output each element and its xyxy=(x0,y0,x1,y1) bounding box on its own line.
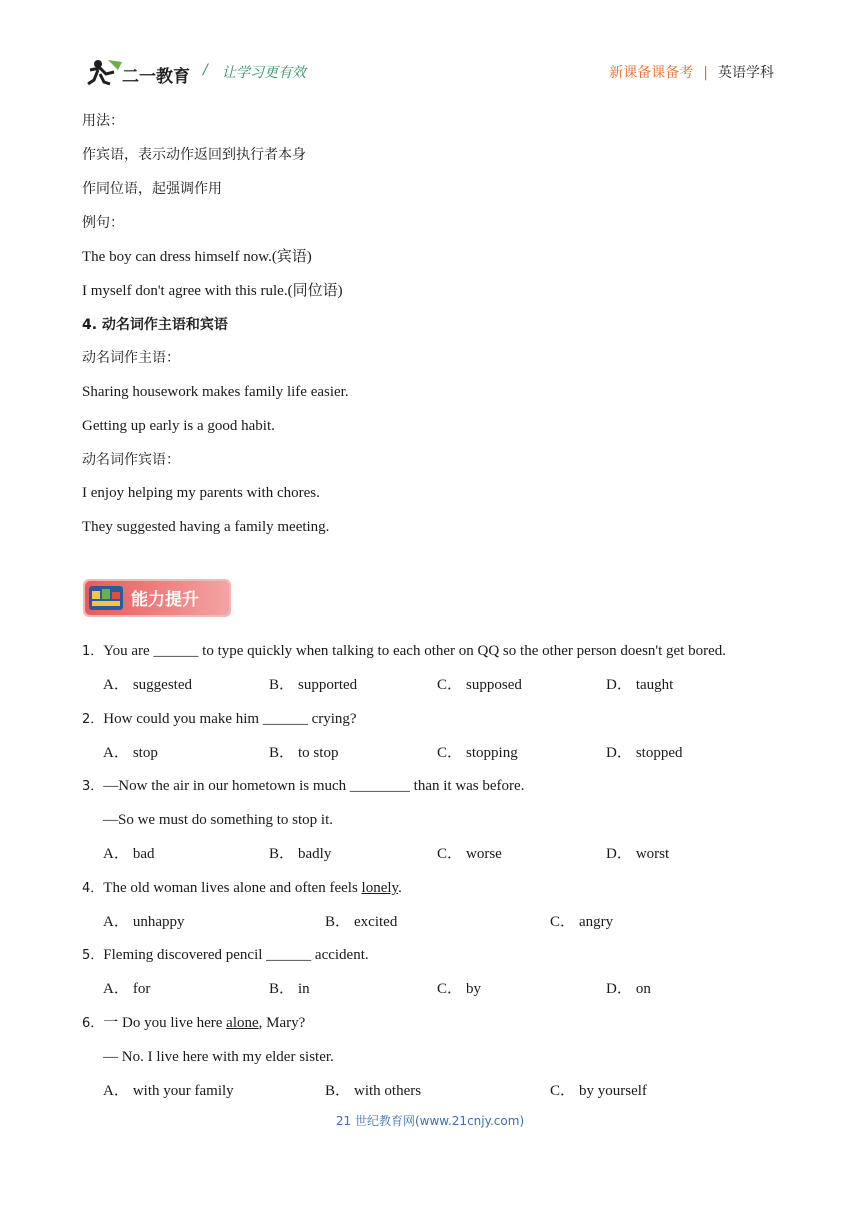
example-2: I myself don't agree with this rule.(同位语) xyxy=(82,283,343,299)
option-c[interactable]: C． by yourself xyxy=(550,1083,647,1099)
question-4: 4．The old woman lives alone and often feels lonely. xyxy=(82,880,402,896)
header-separator: | xyxy=(703,65,708,81)
question-text: —Now the air in our hometown is much ________ than it was before. xyxy=(103,778,525,794)
question-1 xyxy=(82,641,726,662)
question-number: 4． xyxy=(82,881,104,896)
examples-label: 例句： xyxy=(82,215,124,231)
usage-2: 作同位语，起强调作用 xyxy=(82,181,222,197)
underlined-word: alone xyxy=(226,1015,259,1031)
question-6-reply: — No. I live here with my elder sister. xyxy=(103,1049,334,1065)
ability-banner xyxy=(83,579,231,617)
logo xyxy=(84,56,194,88)
option-c[interactable]: C． by xyxy=(437,981,482,997)
option-a[interactable]: A． bad xyxy=(103,846,155,862)
question-6: 6．一 Do you live here alone, Mary? xyxy=(82,1015,306,1031)
option-c[interactable]: C． worse xyxy=(437,846,502,862)
option-a[interactable]: A． with your family xyxy=(103,1083,234,1099)
option-d[interactable]: D． stopped xyxy=(606,745,683,761)
gerund-object-label: 动名词作宾语： xyxy=(82,452,180,468)
option-a[interactable]: A． suggested xyxy=(103,677,193,693)
logo-text: 二一教育 xyxy=(122,67,190,87)
question-number: 5． xyxy=(82,948,104,963)
option-a[interactable]: A． unhappy xyxy=(103,914,185,930)
option-b[interactable]: B． in xyxy=(269,981,310,997)
option-d[interactable]: D． taught xyxy=(606,677,674,693)
option-d[interactable]: D． on xyxy=(606,981,651,997)
section-title: 4. 动名词作主语和宾语 xyxy=(82,317,228,333)
question-text: You are ______ to type quickly when talking to each other on QQ so the other person doesn't get bored. xyxy=(103,643,727,659)
header-right xyxy=(609,62,774,82)
question-number: 2． xyxy=(82,712,104,727)
usage-label: 用法： xyxy=(82,113,124,129)
slogan-divider: / xyxy=(203,62,208,78)
header-subject: 英语学科 xyxy=(718,65,774,81)
option-b[interactable]: B． supported xyxy=(269,677,358,693)
page-footer: 21 世纪教育网(www.21cnjy.com) xyxy=(335,1114,525,1128)
example-1: The boy can dress himself now.(宾语) xyxy=(82,249,312,265)
question-5 xyxy=(82,945,369,966)
usage-1: 作宾语，表示动作返回到执行者本身 xyxy=(82,147,306,163)
option-b[interactable]: B． with others xyxy=(325,1083,422,1099)
gerund-subject-example-2: Getting up early is a good habit. xyxy=(82,418,275,434)
header-prep-label: 新课备课备考 xyxy=(609,65,694,81)
gerund-object-example-1: I enjoy helping my parents with chores. xyxy=(82,485,320,501)
question-number: 3． xyxy=(82,779,104,794)
question-number: 6． xyxy=(82,1016,104,1031)
option-b[interactable]: B． excited xyxy=(325,914,398,930)
option-c[interactable]: C． stopping xyxy=(437,745,518,761)
question-number: 1． xyxy=(82,644,104,659)
banner-label: 能力提升 xyxy=(131,590,199,610)
gerund-subject-example-1: Sharing housework makes family life easier. xyxy=(82,384,349,400)
gerund-subject-label: 动名词作主语： xyxy=(82,350,180,366)
question-3 xyxy=(82,776,524,797)
blocks-icon xyxy=(89,586,123,610)
option-c[interactable]: C． angry xyxy=(550,914,614,930)
underlined-word: lonely xyxy=(361,880,399,896)
gerund-object-example-2: They suggested having a family meeting. xyxy=(82,519,330,535)
option-a[interactable]: A． stop xyxy=(103,745,158,761)
slogan: 让学习更有效 xyxy=(222,65,306,81)
option-c[interactable]: C． supposed xyxy=(437,677,522,693)
option-a[interactable]: A． for xyxy=(103,981,151,997)
option-d[interactable]: D． worst xyxy=(606,846,670,862)
question-text: How could you make him ______ crying? xyxy=(103,711,357,727)
question-3-reply: —So we must do something to stop it. xyxy=(103,812,334,828)
option-b[interactable]: B． badly xyxy=(269,846,332,862)
question-text: Fleming discovered pencil ______ accident. xyxy=(103,947,369,963)
page-header xyxy=(0,0,860,100)
question-2 xyxy=(82,709,357,730)
option-b[interactable]: B． to stop xyxy=(269,745,339,761)
